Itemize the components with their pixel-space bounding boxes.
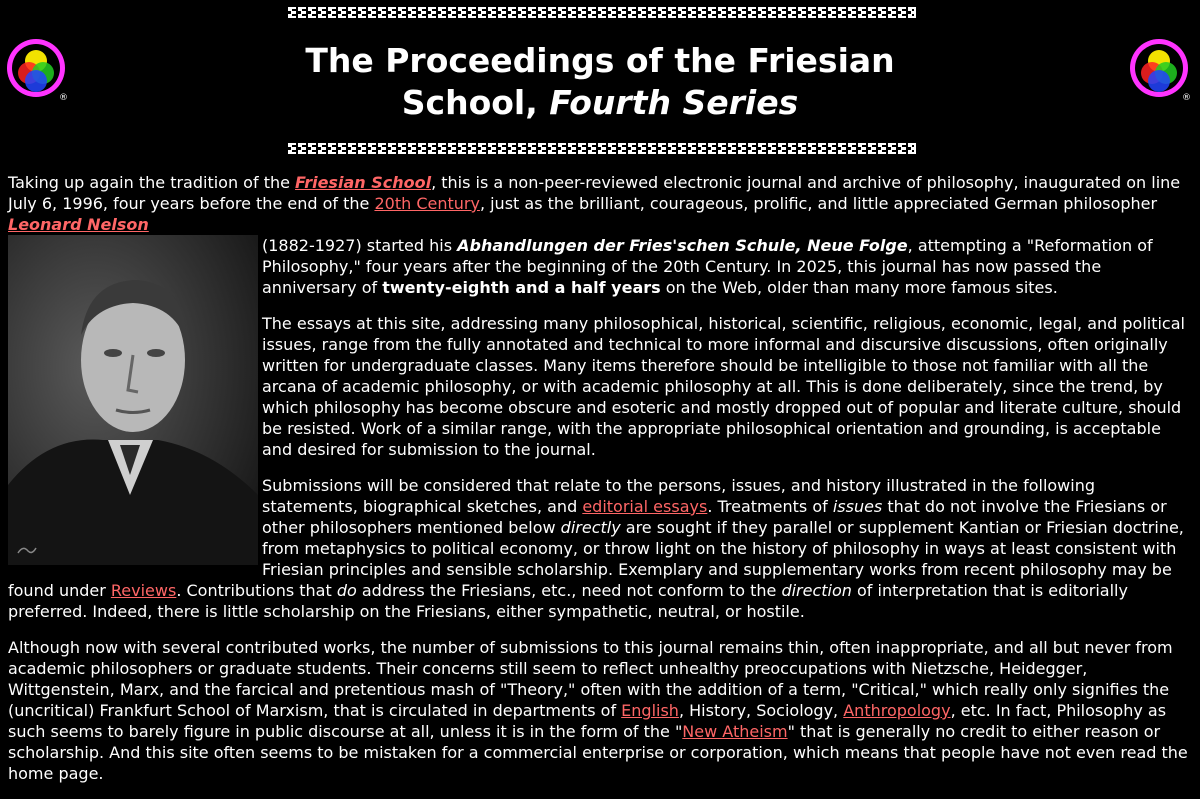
link-leonard-nelson[interactable]: Leonard Nelson bbox=[8, 215, 149, 234]
link-editorial-essays[interactable]: editorial essays bbox=[582, 497, 708, 516]
registered-mark: ® bbox=[59, 93, 68, 102]
registered-mark: ® bbox=[1182, 93, 1191, 102]
text: on the Web, older than many more famous sites. bbox=[660, 278, 1058, 297]
text: address the Friesians, etc., need not conform to the bbox=[356, 581, 782, 600]
title-line1: The Proceedings of the Friesian bbox=[305, 41, 895, 80]
main-content bbox=[8, 172, 1192, 799]
text: (1882-1927) started his bbox=[262, 236, 458, 255]
emphasis: do bbox=[336, 581, 357, 600]
text: " that is generally no credit to either reason or scholarship. And this site often seems to be mistaken for a commercial enterprise or corporation, which means that people have not even read the home page. bbox=[8, 722, 1188, 783]
greek-key-border-top bbox=[286, 7, 916, 18]
link-anthropology[interactable]: Anthropology bbox=[843, 701, 951, 720]
text: , History, Sociology, bbox=[678, 701, 844, 720]
title-line2: School, bbox=[401, 83, 550, 122]
emphasis: direction bbox=[781, 581, 852, 600]
leonard-nelson-photo bbox=[8, 235, 258, 565]
text: Submissions will be considered that relate to the persons, issues, and history illustrated in the following statements, biographical sketches, and bbox=[262, 476, 1095, 516]
emphasis: issues bbox=[832, 497, 883, 516]
greek-key-border-bottom bbox=[286, 143, 916, 154]
link-20th-century[interactable]: 20th Century bbox=[374, 194, 480, 213]
bold-years: twenty-eighth and a half years bbox=[382, 278, 661, 297]
book-title: Abhandlungen der Fries'schen Schule, Neue Folge bbox=[457, 236, 908, 255]
emphasis: directly bbox=[560, 518, 621, 537]
text: , just as the brilliant, courageous, prolific, and little appreciated German philosopher bbox=[479, 194, 1158, 213]
friesian-logo-icon bbox=[1129, 38, 1193, 102]
text: of interpretation that is editorially preferred. Indeed, there is little scholarship on the Friesians, either sympathetic, neutral, or hostile. bbox=[8, 581, 1128, 621]
text: . Treatments of bbox=[707, 497, 833, 516]
friesian-logo-icon bbox=[6, 38, 70, 102]
paragraph-intro bbox=[8, 172, 1192, 298]
text: , attempting a "Reformation of Philosophy," four years after the beginning of the 20th Century. In 2025, this journal has now passed the anniversary of bbox=[262, 236, 1153, 297]
text: , etc. In fact, Philosophy as such seems to barely figure in public discourse at all, unless it is in the form of the " bbox=[8, 701, 1167, 741]
link-english[interactable]: English bbox=[621, 701, 679, 720]
page-title bbox=[260, 40, 940, 124]
paragraph-essays: The essays at this site, addressing many philosophical, historical, scientific, religious, economic, legal, and political issues, range from the fully annotated and technical to more informal and discursive discussions, often originally written for undergraduate classes. Many items therefore should be intelligible to those not familiar with all the arcana of academic philosophy, or with academic philosophy at all. This is done deliberately, since the trend, by which philosophy has become obscure and esoteric and mostly dropped out of popular and literate culture, should be resisted. Work of a similar range, with the appropriate philosophical orientation and grounding, is acceptable and desired for submission to the journal. bbox=[262, 314, 1185, 459]
text: , this is a non-peer-reviewed electronic journal and archive of philosophy, inaugurated on line July 6, 1996, four years before the end of the bbox=[8, 173, 1181, 213]
text: Taking up again the tradition of the bbox=[8, 173, 296, 192]
portrait-image bbox=[8, 235, 258, 565]
link-reviews[interactable]: Reviews bbox=[110, 581, 177, 600]
link-friesian-school[interactable]: Friesian School bbox=[295, 173, 432, 192]
text: Although now with several contributed works, the number of submissions to this journal remains thin, often inappropriate, and all but never from academic philosophers or graduate students. Their concerns still seem to reflect unhealthy preoccupations with Nietzsche, Heidegger, Wittgenstein, Marx, and the farcical and pretentious mash of "Theory," often with the addition of a term, "Critical," which really only signifies the (uncritical) Frankfurt School of Marxism, that is circulated in departments of bbox=[8, 638, 1173, 720]
title-series: Fourth Series bbox=[549, 83, 799, 122]
text: are sought if they parallel or supplement Kantian or Friesian doctrine, from metaphysics to political economy, or throw light on the history of philosophy in ways at least consistent with Friesian principles and sensible scholarship. Exemplary and supplementary works from recent philosophy may be found under bbox=[8, 518, 1184, 600]
text: that do not involve the Friesians or other philosophers mentioned below bbox=[262, 497, 1167, 537]
paragraph-concerns bbox=[8, 637, 1192, 784]
link-new-atheism[interactable]: New Atheism bbox=[682, 722, 788, 741]
text: . Contributions that bbox=[176, 581, 337, 600]
